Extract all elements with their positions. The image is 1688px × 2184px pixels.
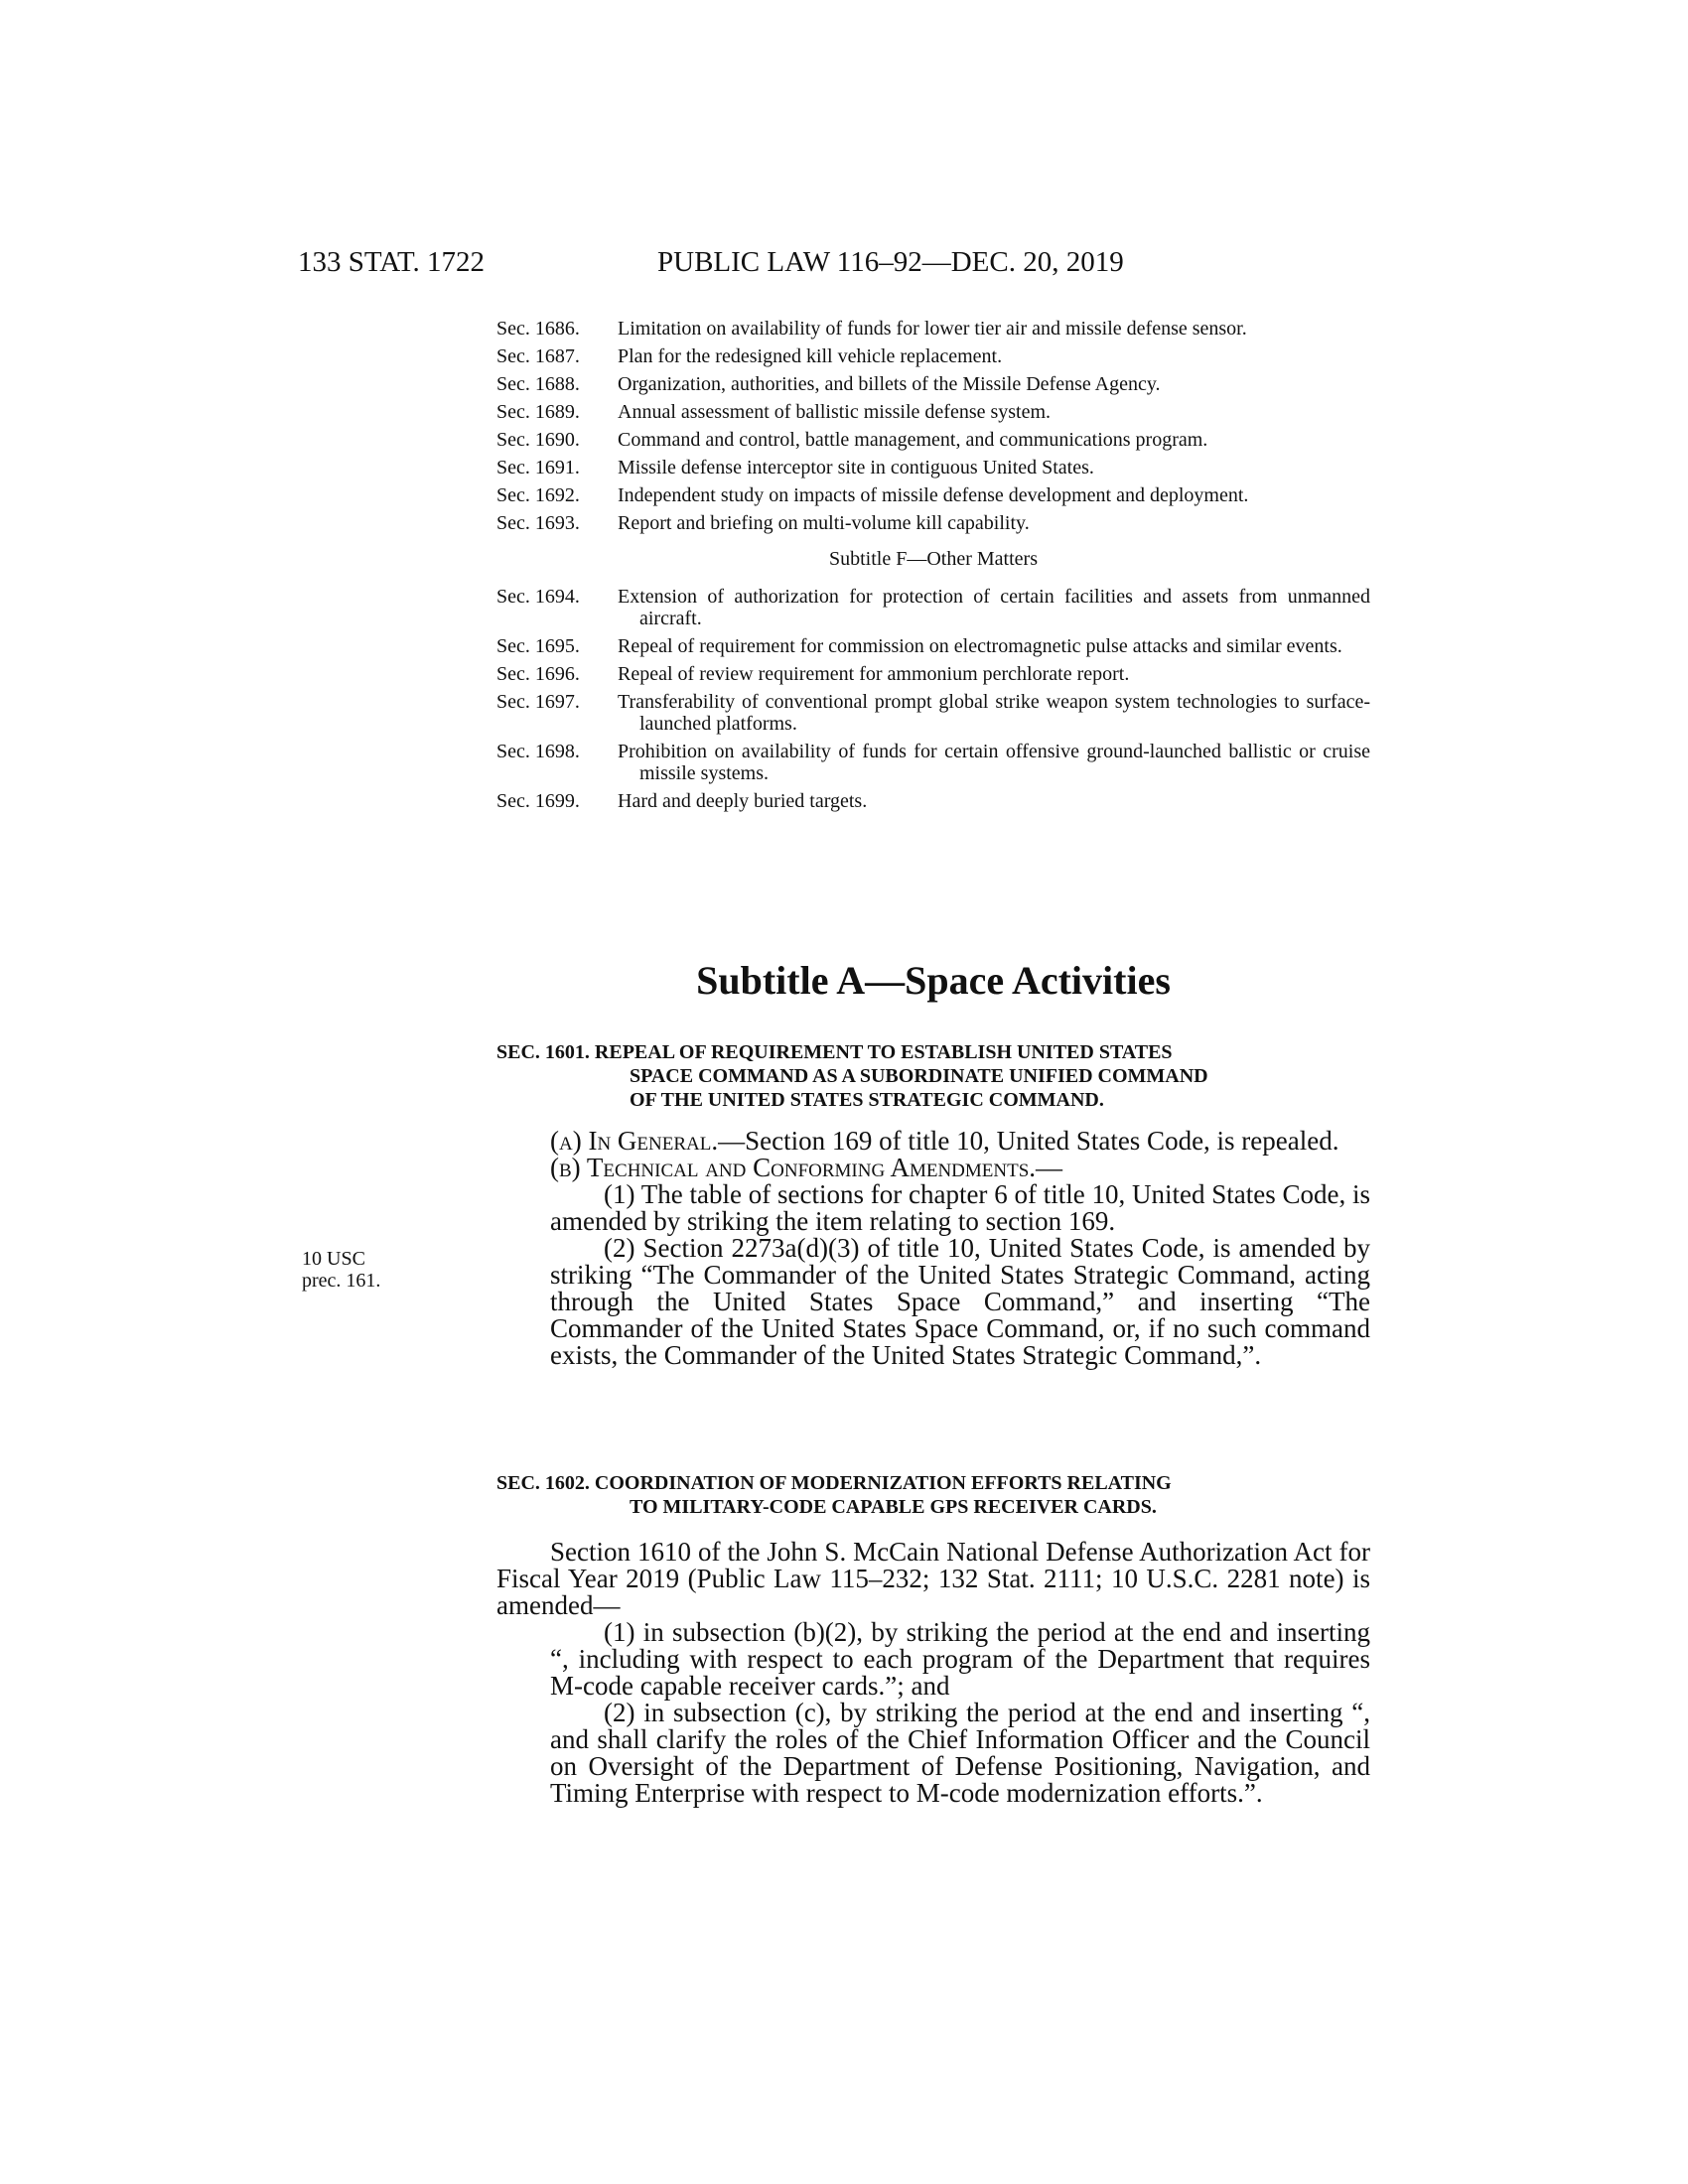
toc-section-number: Sec. 1691. [496, 457, 580, 478]
toc-section-title: Limitation on availability of funds for lower tier air and missile defense sensor. [618, 318, 1247, 340]
toc-section-number: Sec. 1686. [496, 318, 580, 340]
toc-section-title: Organization, authorities, and billets of the Missile Defense Agency. [618, 373, 1161, 395]
toc-item [496, 790, 1370, 812]
toc-section-number: Sec. 1698. [496, 741, 580, 762]
sec-1602-heading [496, 1471, 1370, 1519]
toc-section-number: Sec. 1690. [496, 429, 580, 451]
toc-item [496, 691, 1370, 735]
toc-section-title: Missile defense interceptor site in contiguous United States. [618, 457, 1094, 478]
toc-section-number: Sec. 1687. [496, 345, 580, 367]
sec-1601-heading-line: SPACE COMMAND AS A SUBORDINATE UNIFIED COMMAND [630, 1065, 1208, 1087]
toc-item [496, 457, 1370, 478]
sec-1602-heading-line: TO MILITARY-CODE CAPABLE GPS RECEIVER CARDS. [630, 1496, 1157, 1518]
toc-item [496, 663, 1370, 685]
paragraph-2: (2) in subsection (c), by striking the period at the end and inserting “, and shall clarify the roles of the Chief Information Officer and the Council on Oversight of the Department of Defense Positioning, Navigation, and Timing Enterprise with respect to M-code modernization efforts.”. [550, 1698, 1370, 1808]
toc-item [496, 512, 1370, 534]
toc-list-subtitle-e [496, 318, 1370, 534]
toc-section-title: Prohibition on availability of funds for certain offensive ground-launched ballistic or cruise missile systems. [618, 741, 1370, 784]
sec-1601-heading [496, 1040, 1370, 1112]
sec-1602-heading-line: SEC. 1602. COORDINATION OF MODERNIZATION EFFORTS RELATING [496, 1472, 1172, 1494]
sec-1601-body [496, 1128, 1370, 1369]
toc-section-number: Sec. 1693. [496, 512, 580, 534]
toc-section-title: Transferability of conventional prompt global strike weapon system technologies to surface-launched platforms. [618, 691, 1370, 735]
sec-1601-heading-line: OF THE UNITED STATES STRATEGIC COMMAND. [630, 1089, 1104, 1111]
sec-1602-intro: Section 1610 of the John S. McCain National Defense Authorization Act for Fiscal Year 2019 (Public Law 115–232; 132 Stat. 2111; 10 U.S.C. 2281 note) is amended— [496, 1537, 1370, 1620]
sec-1602-body [496, 1539, 1370, 1807]
margin-note [302, 1248, 431, 1292]
toc-section-title: Repeal of requirement for commission on electromagnetic pulse attacks and similar events. [618, 635, 1342, 657]
toc-section-title: Repeal of review requirement for ammonium perchlorate report. [618, 663, 1130, 685]
toc-section-number: Sec. 1694. [496, 586, 580, 608]
toc-section-title: Annual assessment of ballistic missile defense system. [618, 401, 1052, 423]
toc-item [496, 373, 1370, 395]
toc-item [496, 401, 1370, 423]
toc-section-number: Sec. 1692. [496, 484, 580, 506]
toc-item [496, 318, 1370, 340]
sec-1601-heading-line: SEC. 1601. REPEAL OF REQUIREMENT TO ESTABLISH UNITED STATES [496, 1041, 1173, 1063]
subsection-b-label: (b) Technical and Conforming Amendments. [550, 1153, 1037, 1182]
toc-section-number: Sec. 1696. [496, 663, 580, 685]
toc-item [496, 586, 1370, 629]
toc-section-number: Sec. 1697. [496, 691, 580, 713]
toc-section-title: Command and control, battle management, and communications program. [618, 429, 1208, 451]
margin-note-line: 10 USC [302, 1248, 365, 1270]
toc-section-title: Report and briefing on multi-volume kill capability. [618, 512, 1030, 534]
toc-section-number: Sec. 1689. [496, 401, 580, 423]
statute-page-number: 133 STAT. 1722 [298, 246, 486, 278]
toc-list-subtitle-f [496, 586, 1370, 812]
toc-section-title: Hard and deeply buried targets. [618, 790, 868, 812]
table-of-contents [496, 318, 1370, 818]
toc-section-title: Independent study on impacts of missile defense development and deployment. [618, 484, 1249, 506]
toc-item [496, 635, 1370, 657]
subsection-b-text: — [1036, 1153, 1063, 1182]
subsection-a-text: —Section 169 of title 10, United States Code, is repealed. [718, 1126, 1339, 1156]
toc-section-title: Extension of authorization for protection of certain facilities and assets from unmanned aircraft. [618, 586, 1370, 629]
paragraph-2: (2) Section 2273a(d)(3) of title 10, United States Code, is amended by striking “The Commander of the United States Strategic Command, acting through the United States Space Command,” and inserting “The Commander of the United States Space Command, or, if no such command exists, the Commander of the United States Strategic Command,”. [550, 1233, 1370, 1370]
toc-item [496, 741, 1370, 784]
page-header [298, 246, 1470, 286]
subtitle-a-heading: Subtitle A—Space Activities [696, 958, 1171, 1003]
public-law-header: PUBLIC LAW 116–92—DEC. 20, 2019 [657, 246, 1124, 278]
toc-section-title: Plan for the redesigned kill vehicle replacement. [618, 345, 1003, 367]
margin-note-line: prec. 161. [302, 1270, 381, 1292]
toc-item [496, 484, 1370, 506]
paragraph-1: (1) The table of sections for chapter 6 of title 10, United States Code, is amended by striking the item relating to section 169. [550, 1179, 1370, 1236]
toc-section-number: Sec. 1699. [496, 790, 580, 812]
subsection-b [496, 1155, 1370, 1181]
toc-section-number: Sec. 1688. [496, 373, 580, 395]
subsection-a-label: (a) In General. [550, 1126, 719, 1156]
subsection-a [496, 1128, 1370, 1155]
toc-item [496, 345, 1370, 367]
toc-subtitle-f: Subtitle F—Other Matters [829, 548, 1038, 570]
paragraph-1: (1) in subsection (b)(2), by striking the period at the end and inserting “, including with respect to each program of the Department that requires M-code capable receiver cards.”; and [550, 1617, 1370, 1701]
toc-item [496, 429, 1370, 451]
toc-section-number: Sec. 1695. [496, 635, 580, 657]
